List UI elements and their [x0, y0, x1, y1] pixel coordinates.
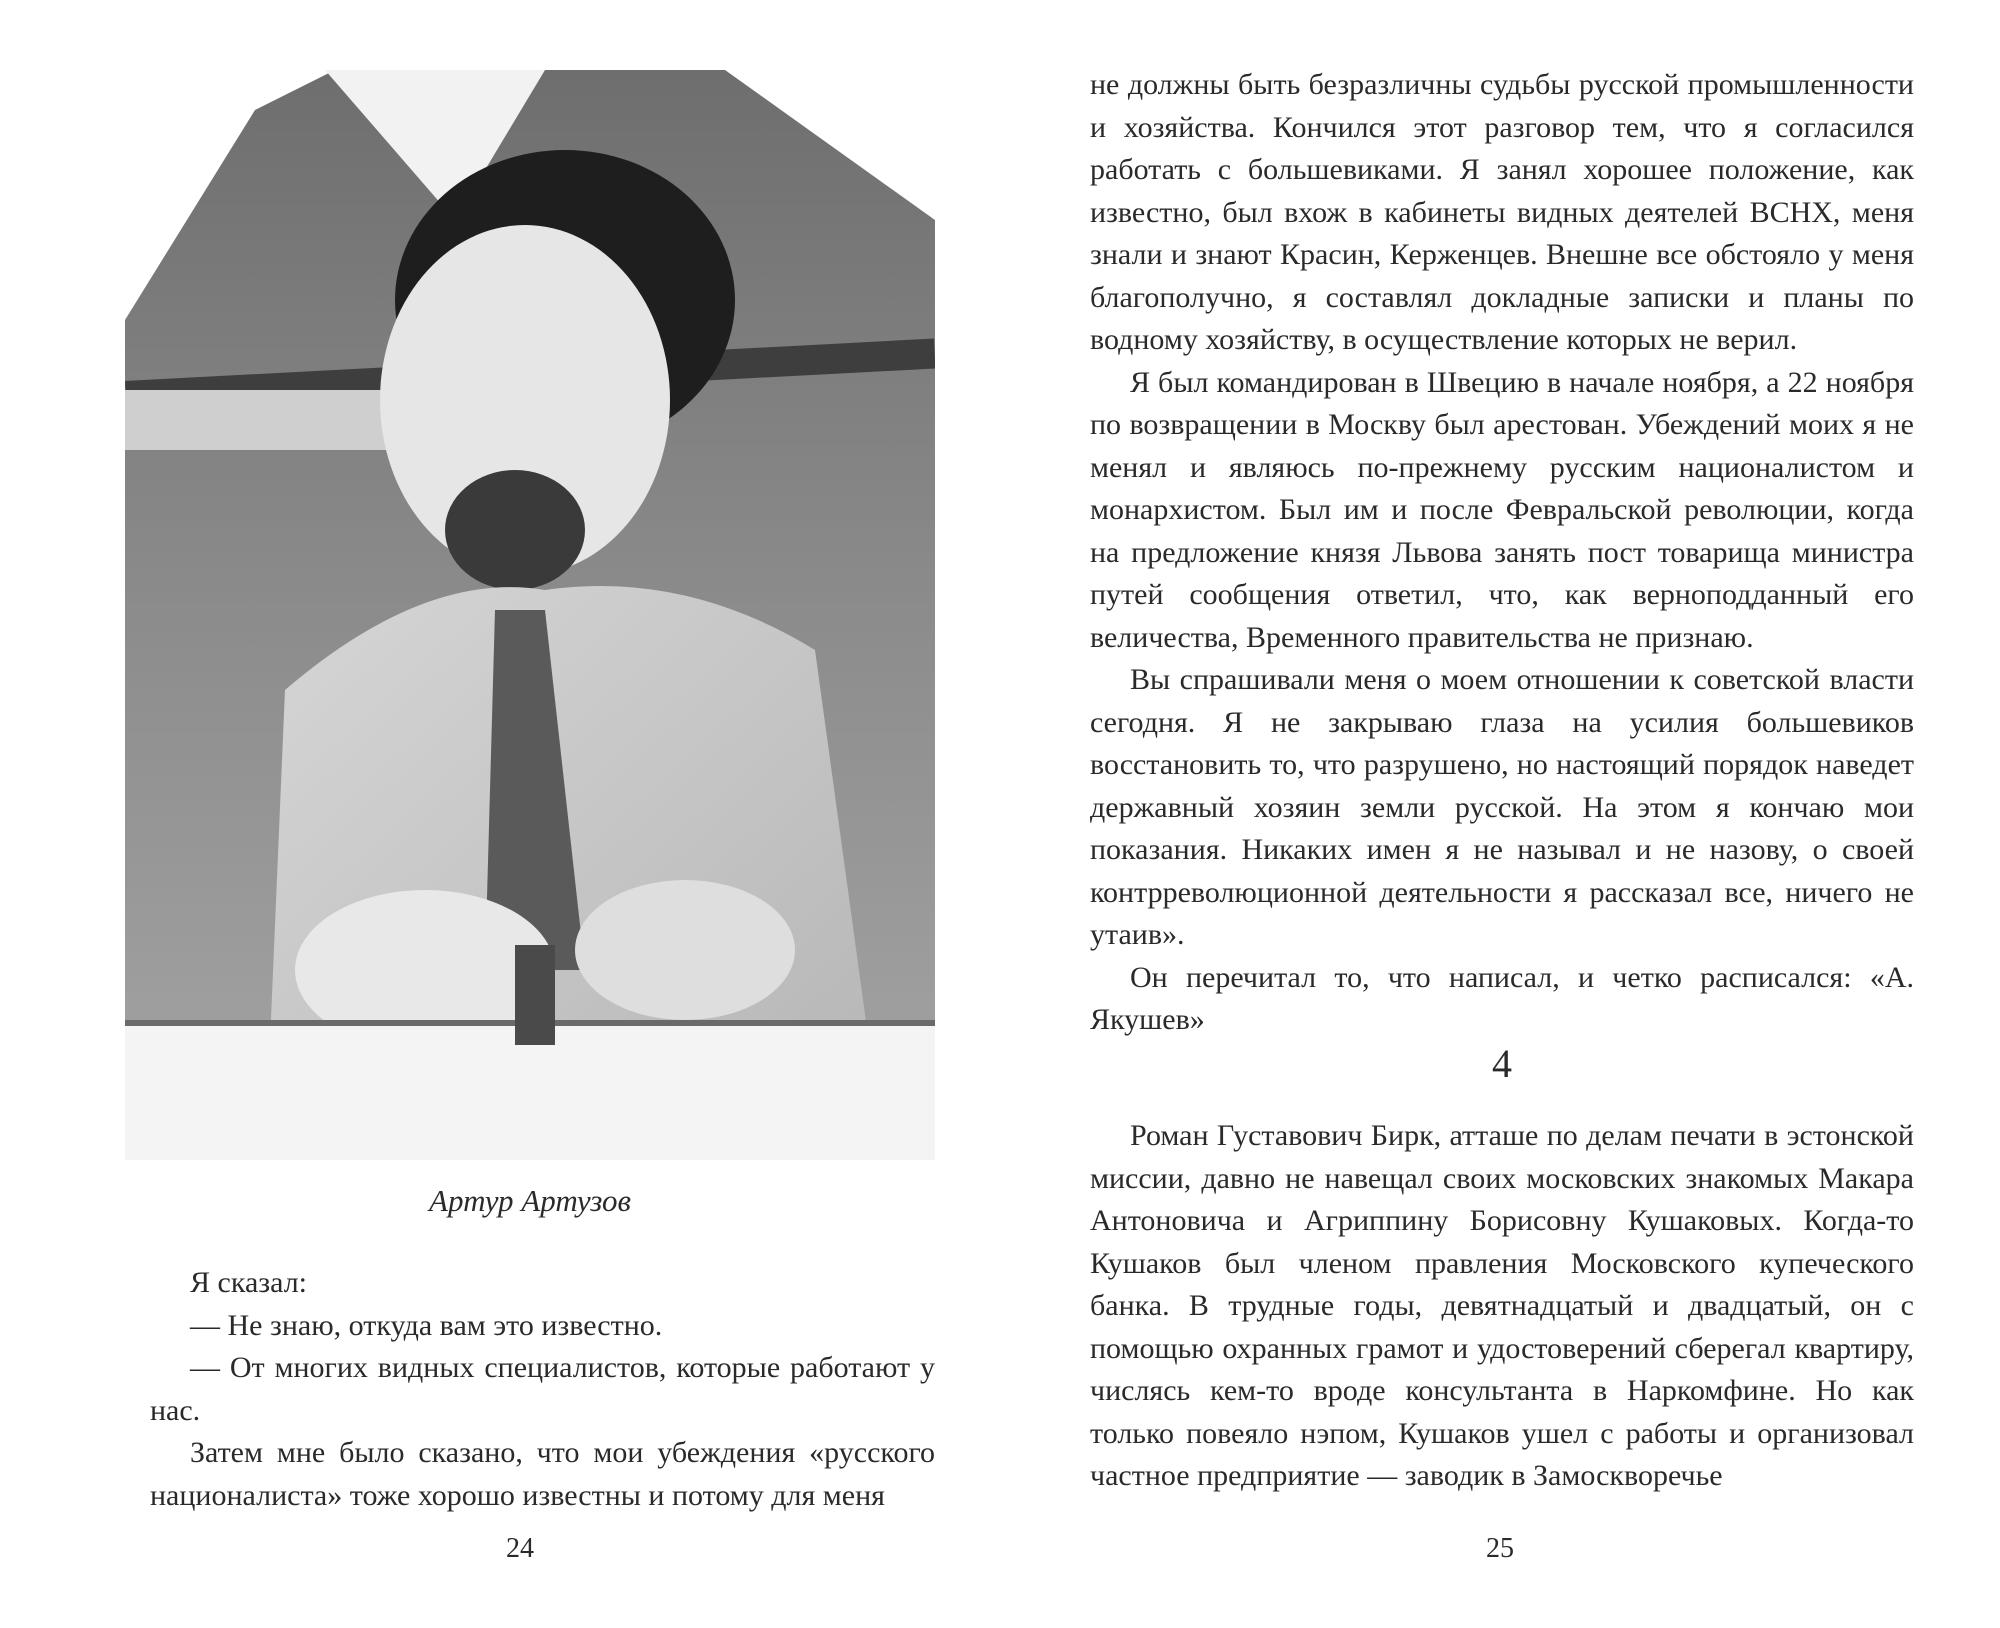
right-body-text-top — [1090, 64, 1914, 1042]
right-page — [1000, 0, 2000, 1628]
chapter-number: 4 — [1492, 1041, 1512, 1086]
paragraph: не должны быть безразличны судьбы русской промышленности и хозяйства. Кончился этот разговор тем, что я согласился работать с большевиками. Я занял хорошее положение, как известно, был вхож в кабинеты видных деятелей ВСНХ, меня знали и знают Красин, Керженцев. Внешне все обстояло у меня благополучно, я составлял докладные записки и планы по водному хозяйству, в осуществление которых не верил. — [1090, 68, 1914, 356]
paragraph: Вы спрашивали меня о моем отношении к советской власти сегодня. Я не закрываю глаза на усилия большевиков восстановить то, что разрушено, но настоящий порядок наведет державный хозяин земли русской. На этом я кончаю мои показания. Никаких имен я не называл и не назову, о своей контрреволюционной деятельности я рассказал все, ничего не утаив». — [1090, 663, 1914, 951]
paragraph: Я был командирован в Швецию в начале ноября, а 22 ноября по возвращении в Москву был арестован. Убеждений моих я не менял и являюсь по-прежнему русским националистом и монархистом. Был им и после Февральской революции, когда на предложение князя Львова занять пост товарища министра путей сообщения ответил, что, как верноподданный его величества, Временного правительства не признаю. — [1090, 365, 1914, 654]
paragraph: Роман Густавович Бирк, атташе по делам печати в эстонской миссии, давно не навещал своих московских знакомых Макара Антоновича и Агриппину Борисовну Кушаковых. Когда-то Кушаков был членом правления Московского купеческого банка. В трудные годы, девятнадцатый и двадцатый, он с помощью охранных грамот и удостоверений сберегал квартиру, числясь кем-то вроде консультанта в Наркомфине. Но как только повеяло нэпом, Кушаков ушел с работы и организовал частное предприятие — заводик в Замоскворечье — [1090, 1119, 1914, 1492]
page-number: 24 — [506, 1533, 534, 1564]
portrait-image — [125, 70, 935, 1160]
paragraph: — Не знаю, откуда вам это известно. — [190, 1308, 663, 1342]
portrait-photo — [125, 70, 935, 1160]
left-body-text — [150, 1262, 935, 1517]
paragraph: Я сказал: — [190, 1266, 307, 1299]
photo-caption: Артур Артузов — [429, 1183, 631, 1218]
paragraph: Затем мне было сказано, что мои убеждения «русского националиста» тоже хорошо известны и потому для меня — [150, 1436, 935, 1512]
page-number: 25 — [1486, 1533, 1514, 1564]
paragraph: — От многих видных специалистов, которые работают у нас. — [150, 1351, 935, 1427]
right-body-text-bottom — [1090, 1115, 1914, 1498]
paragraph: Он перечитал то, что написал, и четко расписался: «А. Якушев» — [1090, 960, 1914, 1036]
